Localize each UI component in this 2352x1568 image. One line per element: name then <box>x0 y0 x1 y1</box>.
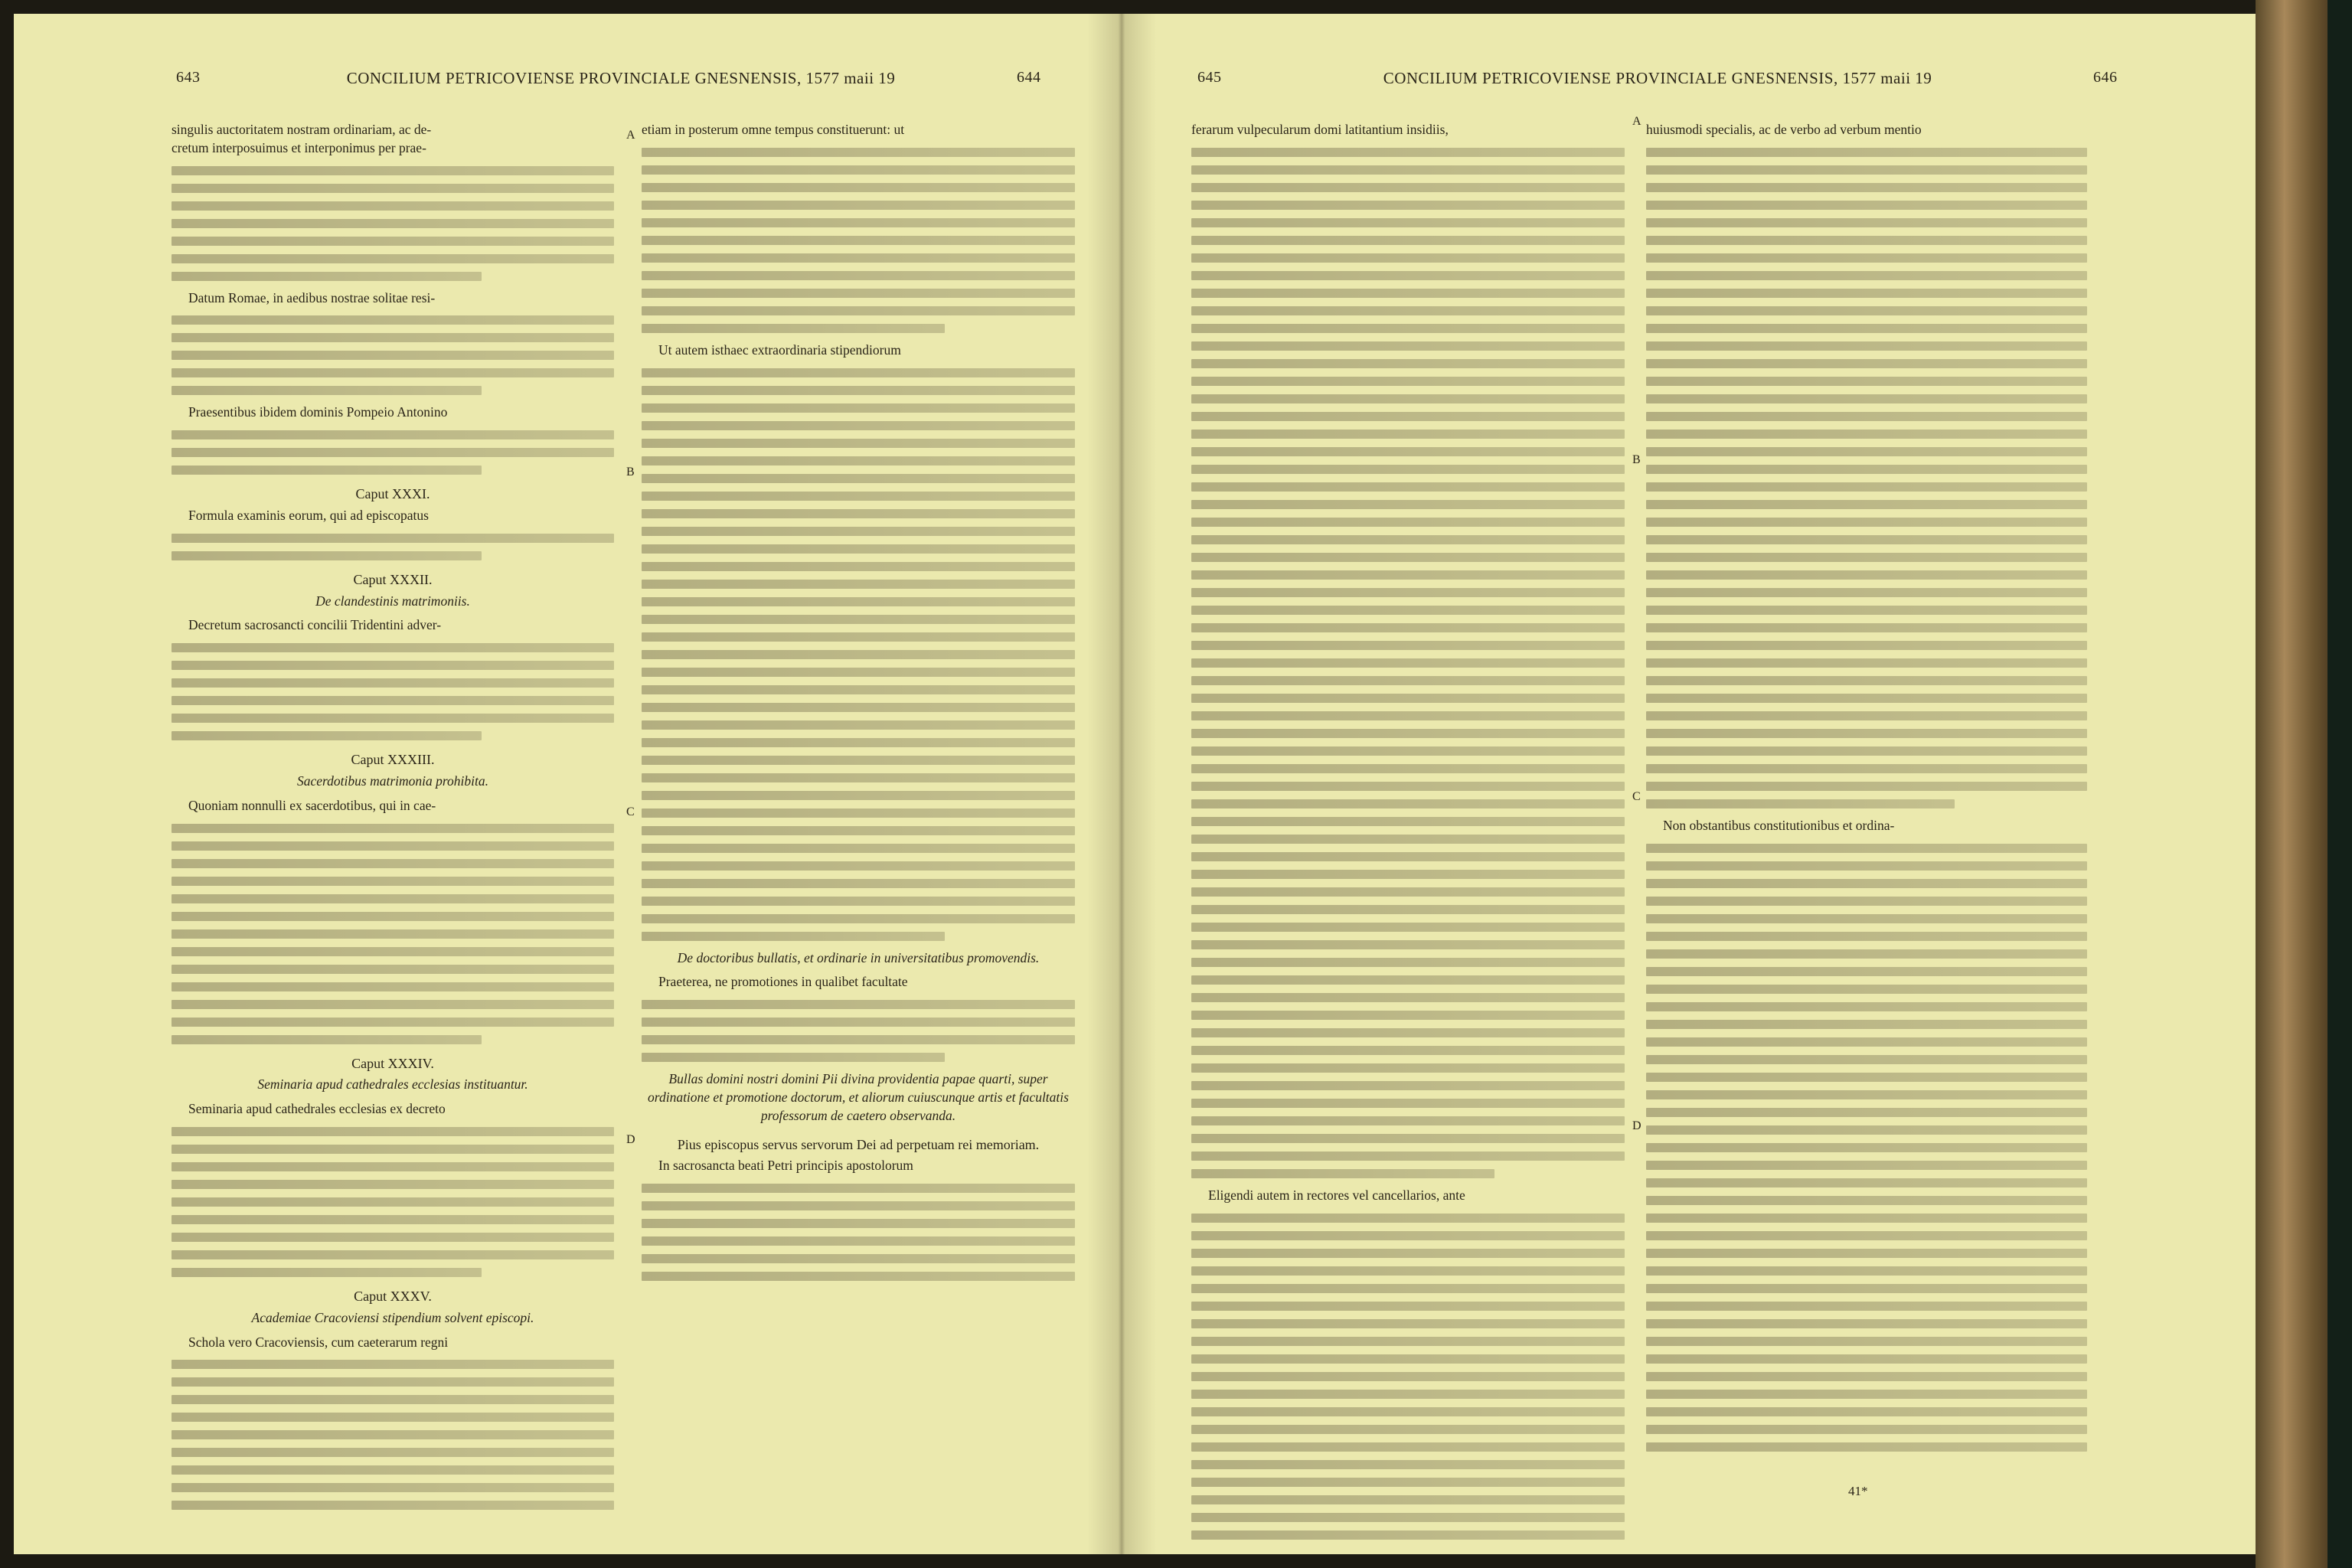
text-lines <box>172 1360 614 1510</box>
paragraph-intro-2: cretum interposuimus et interponimus per prae- <box>172 139 426 155</box>
text-lines <box>172 534 614 560</box>
paragraph-intro: huiusmodi specialis, ac de verbo ad verbum mentio <box>1646 122 1922 137</box>
section-marker-b: B <box>626 466 635 479</box>
caput-33-text: Quoniam nonnulli ex sacerdotibus, qui in cae- <box>188 797 436 813</box>
paragraph-datum: Datum Romae, in aedibus nostrae solitae resi- <box>188 289 436 305</box>
text-lines <box>642 148 1075 333</box>
paragraph-praesentibus: Praesentibus ibidem dominis Pompeio Antonino <box>188 404 448 420</box>
caput-32-subtitle: De clandestinis matrimoniis. <box>315 593 470 609</box>
paragraph-praeterea: Praeterea, ne promotiones in qualibet facultate <box>658 974 908 990</box>
signature-mark: 41* <box>1848 1484 1868 1498</box>
paragraph-intro: ferarum vulpecularum domi latitantium insidiis, <box>1191 122 1449 137</box>
left-column-1 <box>172 121 614 1518</box>
caput-34-heading: Caput XXXIV. <box>351 1055 434 1071</box>
text-lines <box>172 1127 614 1277</box>
caput-35-heading: Caput XXXV. <box>354 1288 432 1304</box>
right-column-1 <box>1191 121 1625 1548</box>
text-lines <box>172 643 614 740</box>
text-lines <box>172 166 614 281</box>
right-page <box>1121 14 2256 1554</box>
caput-33-subtitle: Sacerdotibus matrimonia prohibita. <box>296 773 489 789</box>
caput-35-subtitle: Academiae Cracoviensi stipendium solvent episcopi. <box>251 1309 534 1325</box>
doctoribus-heading: De doctoribus bullatis, et ordinarie in universitatibus promovendis. <box>677 949 1040 965</box>
section-marker-c: C <box>1632 790 1641 803</box>
pius-heading: Pius episcopus servus servorum Dei ad perpetuam rei memoriam. <box>677 1136 1040 1152</box>
caput-33-heading: Caput XXXIII. <box>351 752 435 768</box>
caput-35-text: Schola vero Cracoviensis, cum caeterarum regni <box>188 1334 449 1350</box>
text-lines <box>1191 148 1625 1178</box>
left-column-2 <box>642 121 1075 1289</box>
section-marker-d: D <box>1632 1119 1642 1132</box>
left-page-header <box>14 69 1121 100</box>
page-number-643: 643 <box>176 69 201 86</box>
paragraph-ut-autem: Ut autem isthaec extraordinaria stipendiorum <box>658 341 901 358</box>
paragraph-intro: singulis auctoritatem nostram ordinariam, ac de- <box>172 122 432 137</box>
page-number-644: 644 <box>1017 69 1041 86</box>
section-marker-a: A <box>1632 115 1642 128</box>
text-lines <box>1191 1214 1625 1540</box>
text-lines <box>642 368 1075 941</box>
book-binding-edge <box>2328 0 2352 1568</box>
left-page <box>14 14 1121 1554</box>
page-number-646: 646 <box>2093 69 2118 86</box>
page-number-645: 645 <box>1197 69 1222 86</box>
section-marker-b: B <box>1632 453 1641 466</box>
caput-34-subtitle: Seminaria apud cathedrales ecclesias instituantur. <box>257 1076 528 1093</box>
right-column-2 <box>1646 121 2087 1460</box>
book-gutter <box>1087 14 1156 1554</box>
caput-34-text: Seminaria apud cathedrales ecclesias ex decreto <box>188 1101 446 1117</box>
text-lines <box>642 1184 1075 1281</box>
bullas-heading: Bullas domini nostri domini Pii divina providentia papae quarti, super ordinatione et promotione doctorum, et aliorum cuiuscunque artis et facultatis professorum de caetero observanda. <box>648 1071 1069 1123</box>
caput-31-heading: Caput XXXI. <box>355 486 430 502</box>
caput-32-text: Decretum sacrosancti concilii Tridentini adver- <box>188 617 442 633</box>
text-lines <box>172 430 614 475</box>
section-marker-a: A <box>626 129 635 142</box>
paragraph-non-obstantibus: Non obstantibus constitutionibus et ordina- <box>1663 817 1895 833</box>
paragraph-intro: etiam in posterum omne tempus constituerunt: ut <box>642 122 905 137</box>
text-lines <box>172 315 614 395</box>
section-marker-d: D <box>626 1133 635 1146</box>
paragraph-in-sacrosancta: In sacrosancta beati Petri principis apostolorum <box>658 1158 913 1174</box>
caput-31-text: Formula examinis eorum, qui ad episcopatus <box>188 507 429 523</box>
right-page-header <box>1121 69 2256 100</box>
caput-32-heading: Caput XXXII. <box>353 571 433 587</box>
paragraph-eligendi: Eligendi autem in rectores vel cancellarios, ante <box>1208 1187 1465 1203</box>
text-lines <box>642 1000 1075 1062</box>
running-title: CONCILIUM PETRICOVIENSE PROVINCIALE GNESNENSIS, 1577 maii 19 <box>346 69 896 87</box>
text-lines <box>172 824 614 1044</box>
text-lines <box>1646 148 2087 808</box>
section-marker-c: C <box>626 805 635 818</box>
text-lines <box>1646 844 2087 1452</box>
running-title: CONCILIUM PETRICOVIENSE PROVINCIALE GNESNENSIS, 1577 maii 19 <box>1383 69 1932 87</box>
